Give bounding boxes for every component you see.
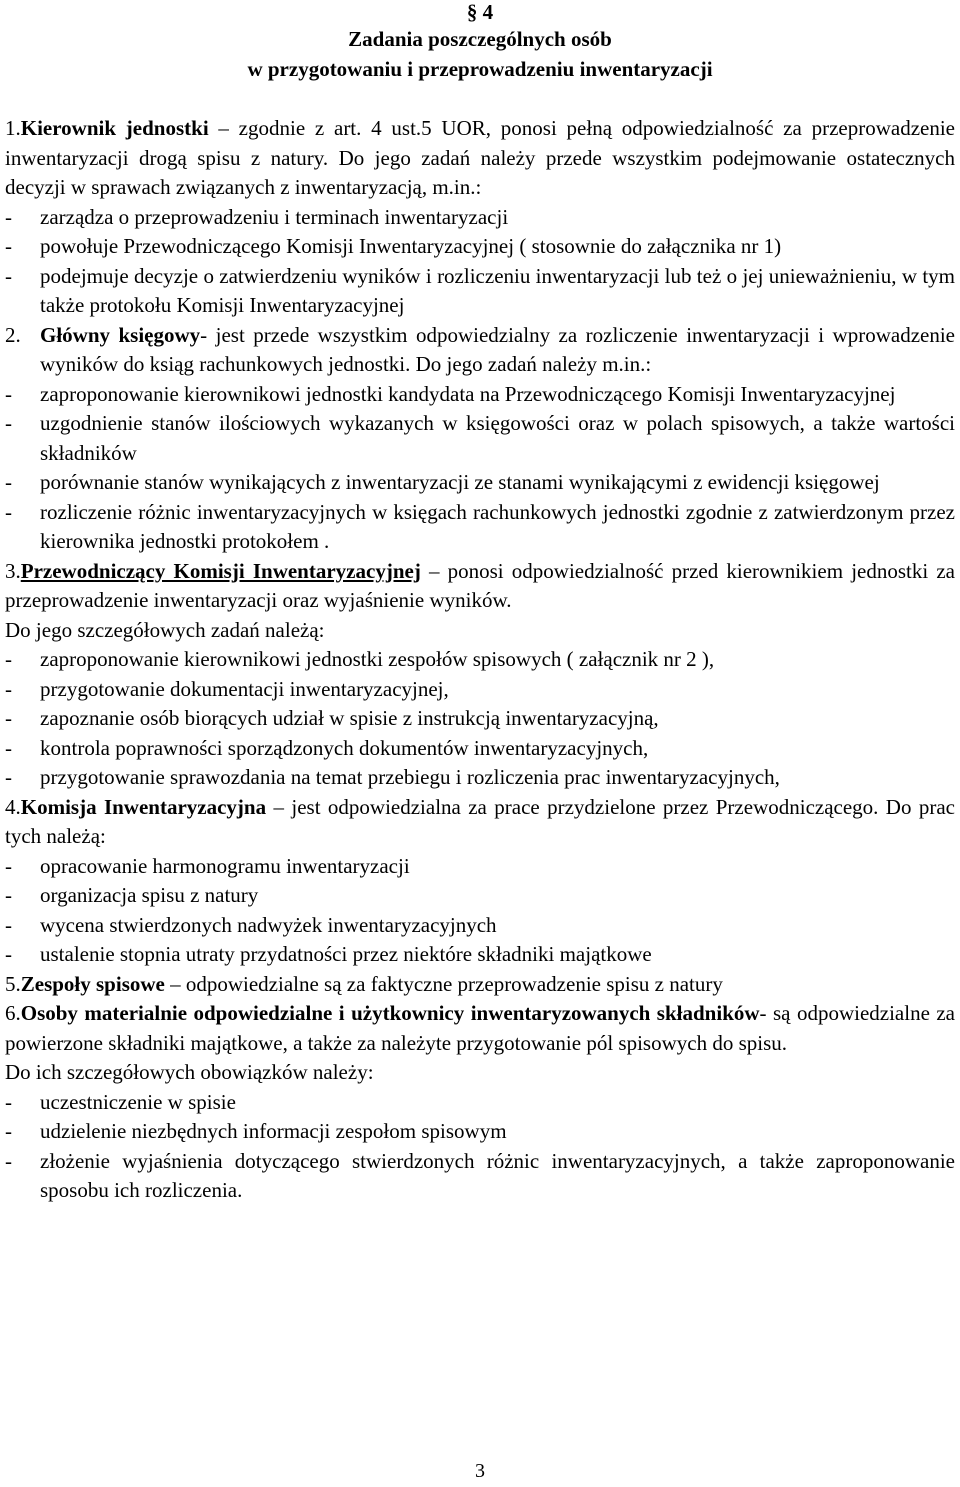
- list-item: - złożenie wyjaśnienia dotyczącego stwierdzonych różnic inwentaryzacyjnych, a także zaproponowanie sposobu ich rozliczenia.: [5, 1148, 955, 1202]
- role-name: Komisja Inwentaryzacyjna: [20, 794, 267, 819]
- role-name: Główny księgowy: [40, 322, 201, 347]
- section-number: 1.: [5, 116, 21, 140]
- title-line-2: w przygotowaniu i przeprowadzeniu inwentaryzacji: [247, 57, 713, 81]
- list-item: - uczestniczenie w spisie: [5, 1089, 236, 1114]
- section-text: - jest przede wszystkim odpowiedzialny za rozliczenie inwentaryzacji i wprowadzenie wyników do ksiąg rachunkowych jednostki. Do jego zadań należy m.in.:: [40, 322, 956, 376]
- section-text: – zgodnie z art. 4 ust.5 UOR, ponosi pełną odpowiedzialność za przeprowadzenie inwentaryzacji drogą spisu z natury. Do jego zadań należy przede wszystkim podejmowanie ostatecznych decyzji w sprawach związanych z inwentaryzacją, m.in.:: [5, 116, 955, 199]
- section-5-intro: [5, 970, 955, 1000]
- section-heading: § 4: [466, 0, 494, 24]
- page-number: 3: [475, 1460, 485, 1482]
- list-item: - zaproponowanie kierownikowi jednostki kandydata na Przewodniczącego Komisji Inwentaryzacyjnej: [5, 381, 896, 406]
- list-item: - kontrola poprawności sporządzonych dokumentów inwentaryzacyjnych,: [5, 735, 649, 760]
- list-item: - wycena stwierdzonych nadwyżek inwentaryzacyjnych: [5, 912, 497, 937]
- subheading: Do jego szczegółowych zadań należą:: [5, 617, 325, 642]
- section-4-intro: [5, 793, 955, 852]
- list-item: - opracowanie harmonogramu inwentaryzacji: [5, 853, 410, 878]
- section-text: - są odpowiedzialne za powierzone składniki majątkowe, a także za należyte przygotowanie pól spisowych do spisu.: [5, 1001, 955, 1055]
- section-2-intro: [5, 321, 955, 380]
- list-item: - zapoznanie osób biorących udział w spisie z instrukcją inwentaryzacyjną,: [5, 706, 659, 730]
- list-item: - powołuje Przewodniczącego Komisji Inwentaryzacyjnej ( stosownie do załącznika nr 1): [5, 234, 782, 258]
- section-1-intro: [5, 114, 955, 203]
- role-name: Kierownik jednostki: [20, 116, 209, 140]
- list-item: - ustalenie stopnia utraty przydatności przez niektóre składniki majątkowe: [5, 942, 652, 966]
- section-number: 3.: [5, 558, 21, 583]
- list-item: - zarządza o przeprowadzeniu i terminach inwentaryzacji: [5, 204, 509, 229]
- section-number: 4.: [5, 794, 21, 819]
- list-item: - podejmuje decyzje o zatwierdzeniu wyników i rozliczeniu inwentaryzacji lub też o jej unieważnieniu, w tym także protokołu Komisji Inwentaryzacyjnej: [5, 263, 955, 317]
- list-item: - zaproponowanie kierownikowi jednostki zespołów spisowych ( załącznik nr 2 ),: [5, 647, 715, 671]
- list-item: - rozliczenie różnic inwentaryzacyjnych w księgach rachunkowych jednostki zgodnie z zatwierdzonym przez kierownika jednostki protokołem .: [5, 499, 955, 553]
- list-item: - przygotowanie dokumentacji inwentaryzacyjnej,: [5, 676, 449, 701]
- section-6-intro: [5, 999, 955, 1058]
- role-name: Przewodniczący Komisji Inwentaryzacyjnej: [20, 558, 421, 583]
- section-number: 2.: [5, 322, 21, 347]
- document-page: [5, 0, 955, 1206]
- section-3-intro: [5, 557, 955, 616]
- list-item: - udzielenie niezbędnych informacji zespołom spisowym: [5, 1119, 507, 1143]
- list-item: - przygotowanie sprawozdania na temat przebiegu i rozliczenia prac inwentaryzacyjnych,: [5, 765, 780, 789]
- list-item: - uzgodnienie stanów ilościowych wykazanych w księgowości oraz w polach spisowych, a także wartości składników: [5, 411, 955, 465]
- title-line-1: Zadania poszczególnych osób: [348, 27, 612, 51]
- list-item: - porównanie stanów wynikających z inwentaryzacji ze stanami wynikającymi z ewidencji księgowej: [5, 470, 880, 494]
- section-number: 5.: [5, 971, 21, 996]
- section-text: – ponosi odpowiedzialność przed kierownikiem jednostki za przeprowadzenie inwentaryzacji oraz wyjaśnienie wyników.: [5, 558, 955, 612]
- list-item: - organizacja spisu z natury: [5, 883, 259, 907]
- role-name: Osoby materialnie odpowiedzialne i użytkownicy inwentaryzowanych składników: [20, 1001, 760, 1025]
- section-text: – jest odpowiedzialna za prace przydzielone przez Przewodniczącego. Do prac tych należą:: [5, 794, 955, 848]
- subheading: Do ich szczegółowych obowiązków należy:: [5, 1060, 374, 1084]
- section-number: 6.: [5, 1001, 21, 1025]
- role-name: Zespoły spisowe: [20, 971, 165, 996]
- section-text: – odpowiedzialne są za faktyczne przeprowadzenie spisu z natury: [164, 971, 723, 996]
